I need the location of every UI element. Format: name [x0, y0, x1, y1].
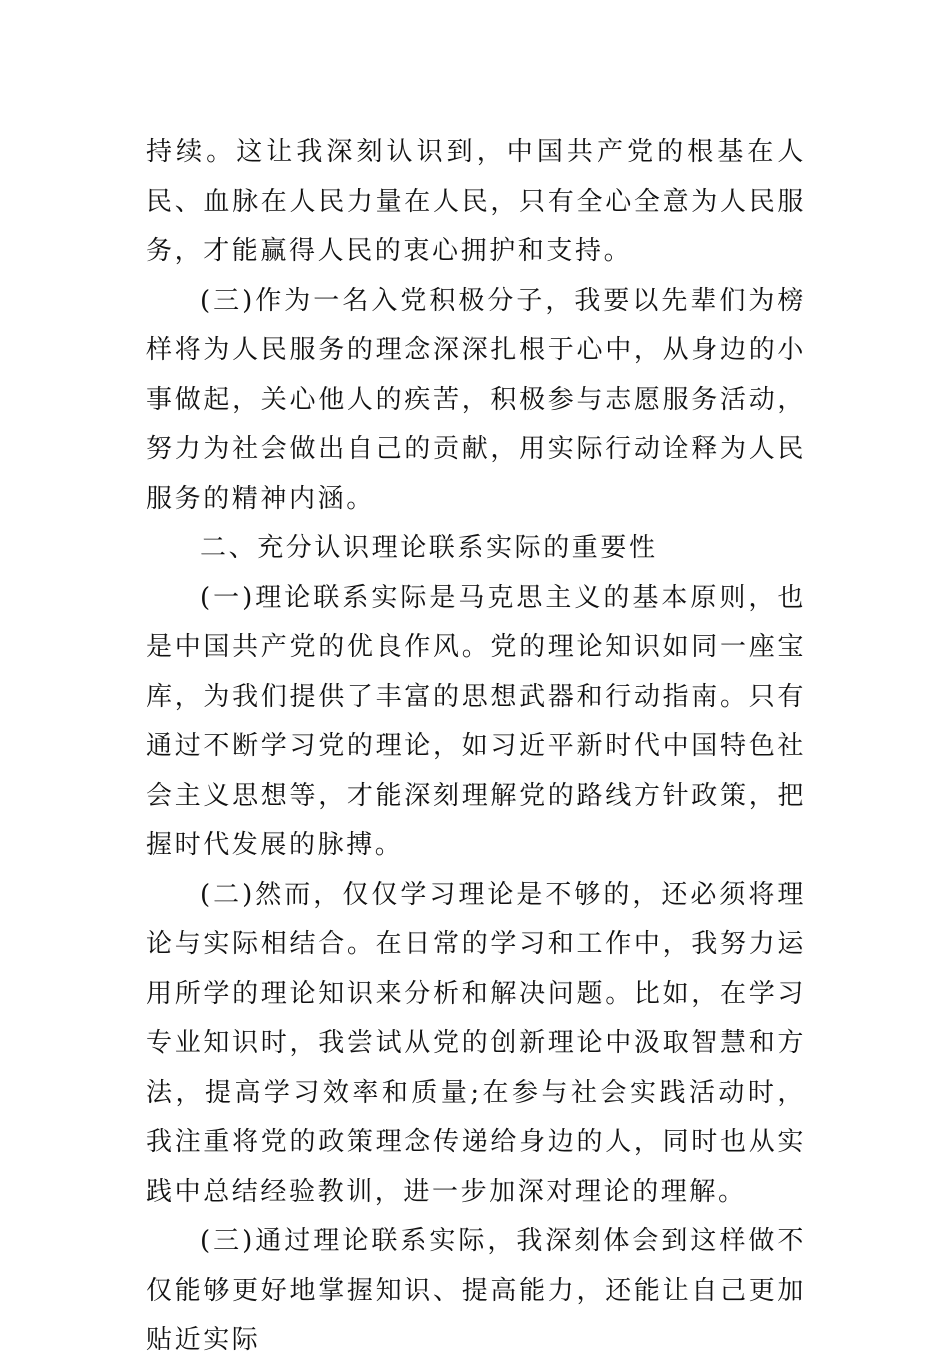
paragraph-item-2-practice: (二)然而，仅仅学习理论是不够的，还必须将理论与实际相结合。在日常的学习和工作中，我努力运用所学的理论知识来分析和解决问题。比如，在学习专业知识时，我尝试从党的创新理论中汲取智慧和方法，提高学习效率和质量;在参与社会实践活动时，我注重将党的政策理念传递给身边的人，同时也从实践中总结经验教训，进一步加深对理论的理解。 — [146, 879, 806, 1207]
paragraph-item-3-service: (三)作为一名入党积极分子，我要以先辈们为榜样将为人民服务的理念深深扎根于心中，从身边的小事做起，关心他人的疾苦，积极参与志愿服务活动，努力为社会做出自己的贡献，用实际行动诠释为人民服务的精神内涵。 — [146, 285, 806, 514]
section-heading-2: 二、充分认识理论联系实际的重要性 — [200, 533, 658, 563]
paragraph-item-1-theory: (一)理论联系实际是马克思主义的基本原则，也是中国共产党的优良作风。党的理论知识如同一座宝库，为我们提供了丰富的思想武器和行动指南。只有通过不断学习党的理论，如习近平新时代中国特色社会主义思想等，才能深刻理解党的路线方针政策，把握时代发展的脉搏。 — [146, 582, 806, 860]
paragraph-item-3-theory-practice: (三)通过理论联系实际，我深刻体会到这样做不仅能够更好地掌握知识、提高能力，还能让自己更加贴近实际 — [146, 1226, 806, 1355]
paragraph-continuation: 持续。这让我深刻认识到，中国共产党的根基在人民、血脉在人民力量在人民，只有全心全意为人民服务，才能赢得人民的衷心拥护和支持。 — [146, 137, 806, 266]
document-body — [146, 128, 806, 1366]
